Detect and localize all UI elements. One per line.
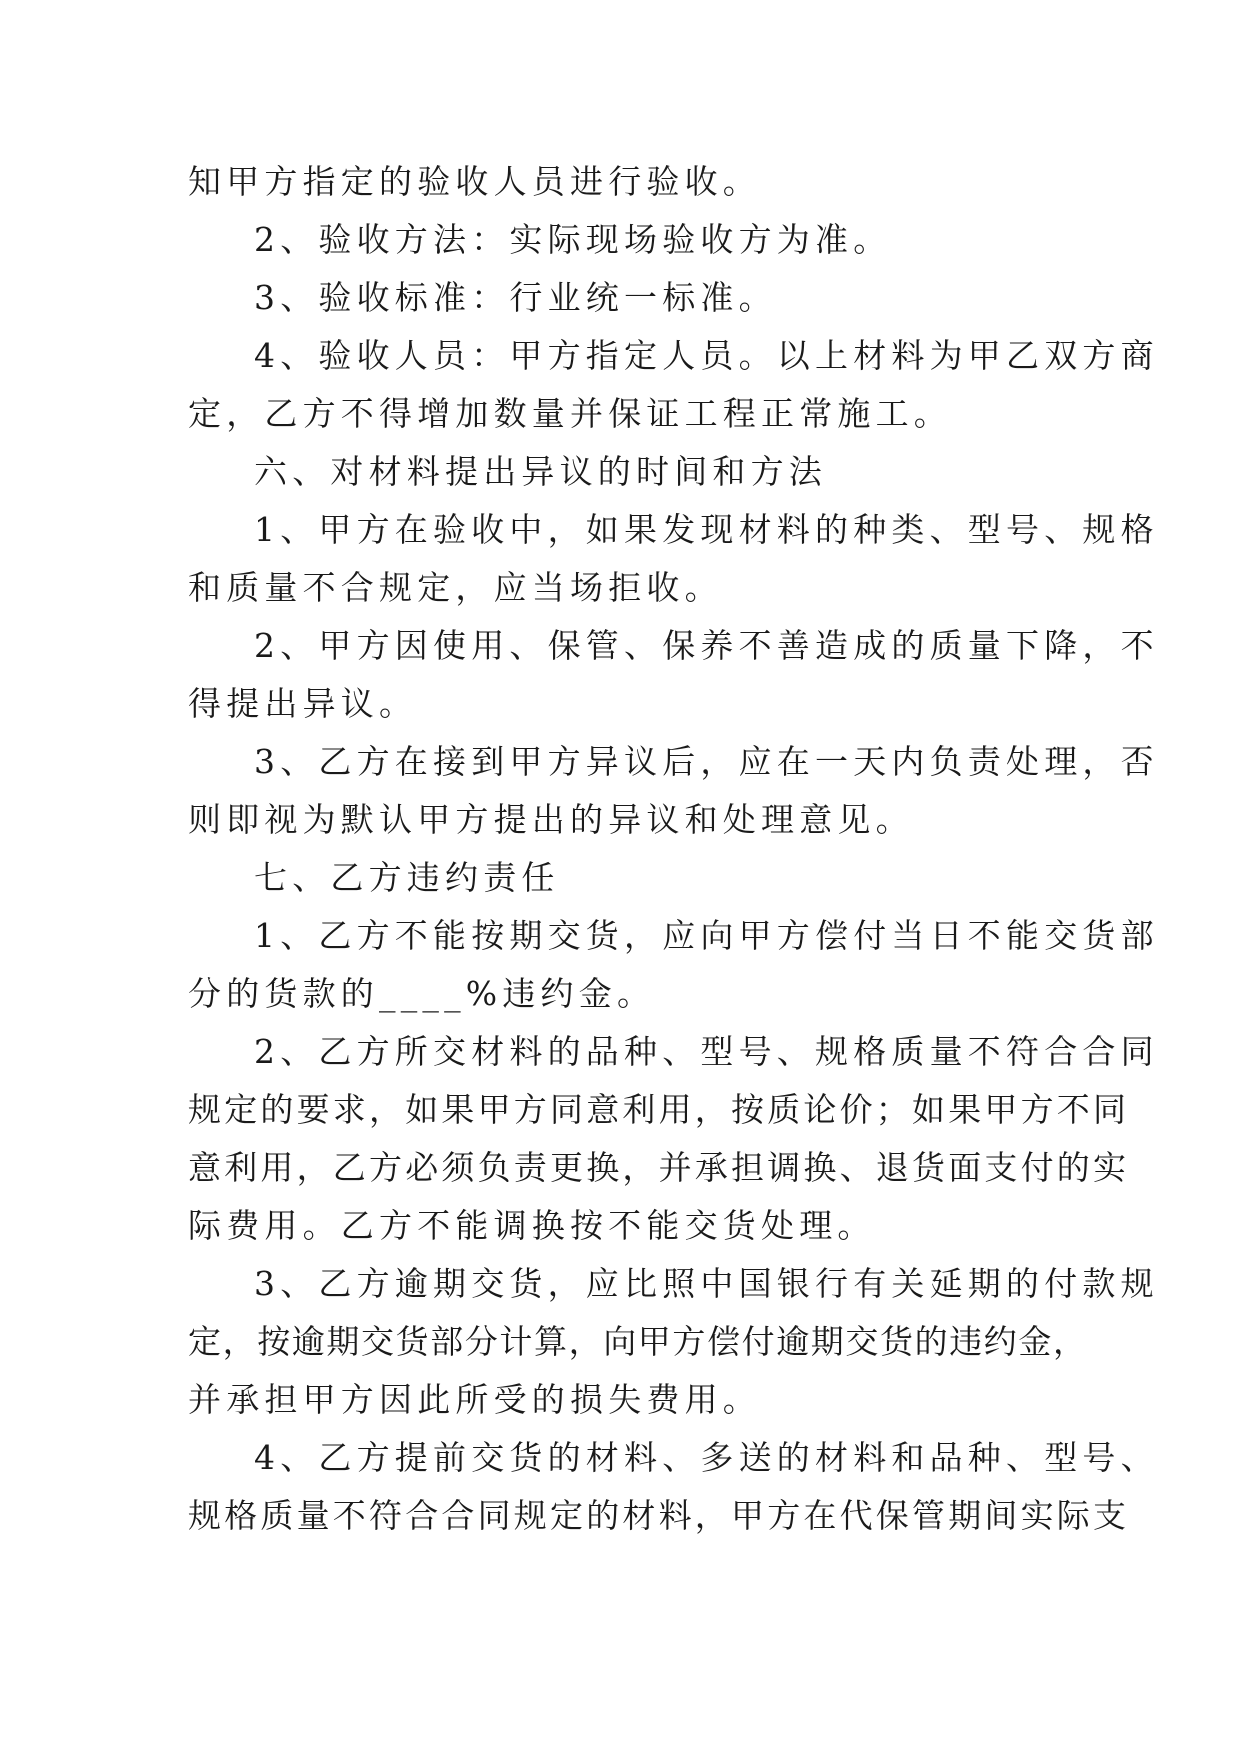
text-line: 4、乙方提前交货的材料、多送的材料和品种、型号、 [254,1438,1159,1477]
text-line: 3、乙方在接到甲方异议后，应在一天内负责处理，否 [254,742,1159,781]
text-line: 2、乙方所交材料的品种、型号、规格质量不符合合同 [254,1032,1159,1071]
text-line: 3、乙方逾期交货，应比照中国银行有关延期的付款规 [254,1264,1159,1303]
text-line: 2、验收方法：实际现场验收方为准。 [254,220,892,259]
text-line: 意利用，乙方必须负责更换，并承担调换、退货面支付的实 [188,1148,1130,1187]
text-line: 2、甲方因使用、保管、保养不善造成的质量下降，不 [254,626,1159,665]
text-line: 则即视为默认甲方提出的异议和处理意见。 [188,800,914,839]
section-heading: 六、对材料提出异议的时间和方法 [254,452,827,491]
contract-text [188,153,1159,1545]
text-line: 规定的要求，如果甲方同意利用，按质论价；如果甲方不同 [188,1090,1130,1129]
text-line: 规格质量不符合合同规定的材料，甲方在代保管期间实际支 [188,1496,1130,1535]
text-line: 4、验收人员：甲方指定人员。以上材料为甲乙双方商 [254,336,1159,375]
text-line: 知甲方指定的验收人员进行验收。 [188,162,761,201]
text-line: 1、乙方不能按期交货，应向甲方偿付当日不能交货部 [254,916,1159,955]
text-line: 并承担甲方因此所受的损失费用。 [188,1380,761,1419]
text-line: 得提出异议。 [188,684,418,723]
text-line: 和质量不合规定，应当场拒收。 [188,568,723,607]
text-line: 定，乙方不得增加数量并保证工程正常施工。 [188,394,952,433]
text-line: 分的货款的____%违约金。 [188,974,656,1013]
text-line: 1、甲方在验收中，如果发现材料的种类、型号、规格 [254,510,1159,549]
text-line: 际费用。乙方不能调换按不能交货处理。 [188,1206,876,1245]
text-line: 3、验收标准：行业统一标准。 [254,278,777,317]
section-heading: 七、乙方违约责任 [254,858,560,897]
text-line: 定，按逾期交货部分计算，向甲方偿付逾期交货的违约金， [188,1322,1088,1361]
